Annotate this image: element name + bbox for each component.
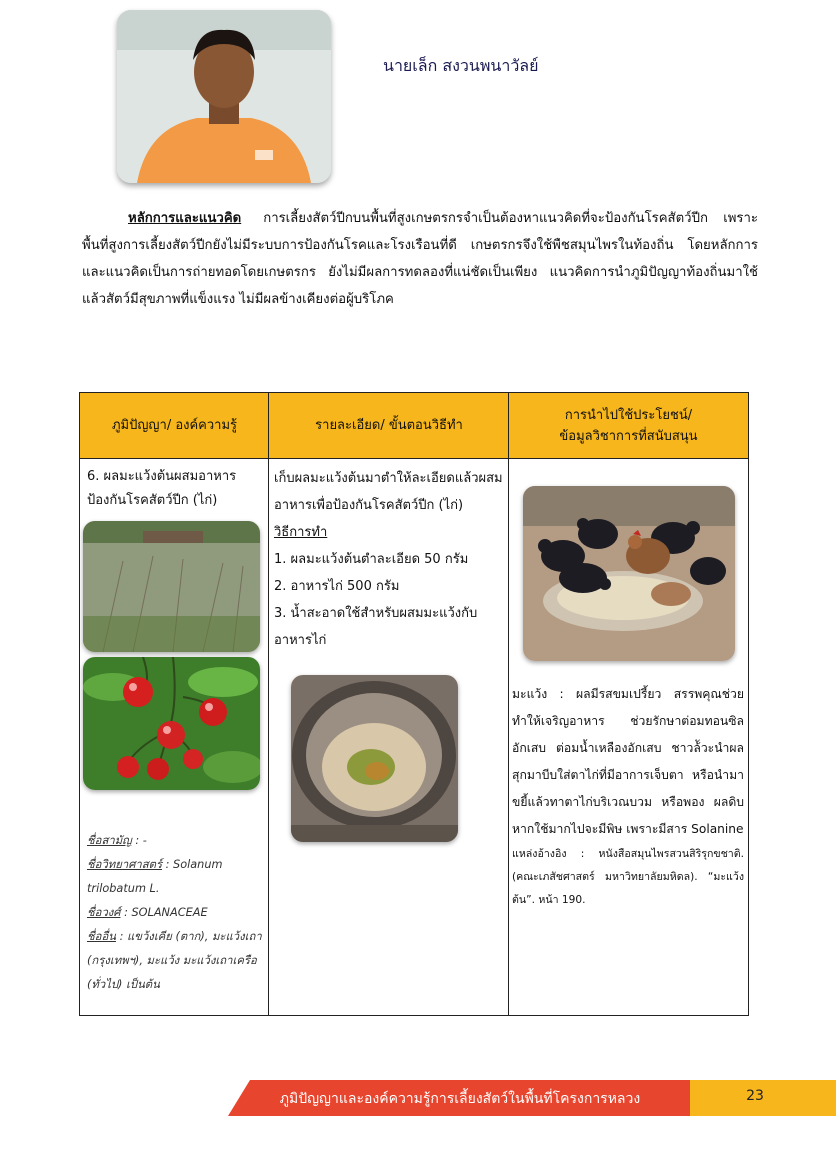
- mortar-photo: [291, 675, 458, 842]
- footer-title: ภูมิปัญญาและองค์ความรู้การเลี้ยงสัตว์ในพื้นที่โครงการหลวง: [279, 1091, 641, 1107]
- berries-photo: [83, 657, 260, 790]
- header-benefit-line2: ข้อมูลวิชาการที่สนับสนุน: [559, 428, 698, 444]
- details-column: [274, 465, 510, 654]
- benefit-text: มะแว้ง : ผลมีรสขมเปรี้ยว สรรพคุณช่วยทำให้เจริญอาหาร ช่วยรักษาต่อมทอนซิลอักเสบ ต่อมน้ำเหลืองอักเสบ ชาวล้ัวะนำผลสุกมาบีบใส่ตาไก่ที่มีอาการเจ็บตา หรือนำมาขยี้แล้วทาตาไก่บริเวณบวม หรือพอง ผลดิบหากใช้มากไปจะมีพิษ เพราะมีสาร Solanine: [512, 687, 744, 836]
- benefit-column: [512, 681, 744, 912]
- wisdom-table: [79, 392, 749, 1016]
- scientific-info: [87, 829, 267, 997]
- step-1: 1. ผลมะแว้งต้นตำละเอียด 50 กรัม: [274, 552, 469, 567]
- details-intro: เก็บผลมะแว้งต้นมาตำให้ละเอียดแล้วผสมอาหารเพื่อป้องกันโรคสัตว์ปีก (ไก่): [274, 471, 503, 513]
- chickens-photo: [523, 486, 735, 661]
- page-number: 23: [746, 1088, 764, 1104]
- field-photo: [83, 521, 260, 652]
- step-3: 3. น้ำสะอาดใช้สำหรับผสมมะแว้งกับอาหารไก่: [274, 606, 478, 648]
- intro-paragraph: [82, 205, 758, 313]
- header-benefit-line1: การนำไปใช้ประโยชน์/: [564, 407, 693, 423]
- header-benefit: [509, 393, 748, 459]
- header-details: รายละเอียด/ ขั้นตอนวิธีทำ: [269, 393, 509, 459]
- scientific-name-row: ชื่อวิทยาศาสตร์ : Solanum trilobatum L.: [87, 858, 223, 895]
- wisdom-title: 6. ผลมะแว้งต้นผสมอาหารป้องกันโรคสัตว์ปีก (ไก่): [87, 469, 237, 508]
- intro-text: การเลี้ยงสัตว์ปีกบนพื้นที่สูงเกษตรกรจำเป็นต้องหาแนวคิดที่จะป้องกันโรคสัตว์ปีก เพราะพื้นที่สูงการเลี้ยงสัตว์ปีกยังไม่มีระบบการป้องกันโรคและโรงเรือนที่ดี เกษตรกรจึงใช้พืชสมุนไพรในท้องถิ่น โดยหลักการและแนวคิดเป็นการถ่ายทอดโดยเกษตรกร ยังไม่มีผลการทดลองที่แน่ชัดเป็นเพียง แนวคิดการนำภูมิปัญญาท้องถิ่นมาใช้ แล้วสัตว์มีสุขภาพที่แข็งแรง ไม่มีผลข้างเคียงต่อผู้บริโภค: [82, 211, 758, 307]
- family-row: ชื่อวงศ์ : SOLANACEAE: [87, 906, 208, 919]
- intro-heading: หลักการและแนวคิด: [128, 211, 242, 226]
- method-title: วิธีการทำ: [274, 525, 328, 540]
- reference-text: แหล่งอ้างอิง : หนังสือสมุนไพรสวนสิริรุกขชาติ. (คณะเภสัชศาสตร์ มหาวิทยาลัยมหิดล). “มะแว้งต้น”. หน้า 190.: [512, 848, 744, 906]
- person-name: นายเล็ก สงวนพนาวัลย์: [383, 56, 539, 75]
- column-divider: [268, 393, 269, 1015]
- step-2: 2. อาหารไก่ 500 กรัม: [274, 579, 400, 594]
- portrait-photo: [117, 10, 331, 183]
- common-name-row: ชื่อสามัญ : -: [87, 834, 147, 847]
- other-names-row: ชื่ออื่น : แขว้งเคีย (ตาก), มะแว้งเถา (กรุงเทพฯ), มะแว้ง มะแว้งเถาเครือ (ทั่วไป) เป็นต้น: [87, 930, 262, 991]
- header-wisdom: ภูมิปัญญา/ องค์ความรู้: [80, 393, 269, 459]
